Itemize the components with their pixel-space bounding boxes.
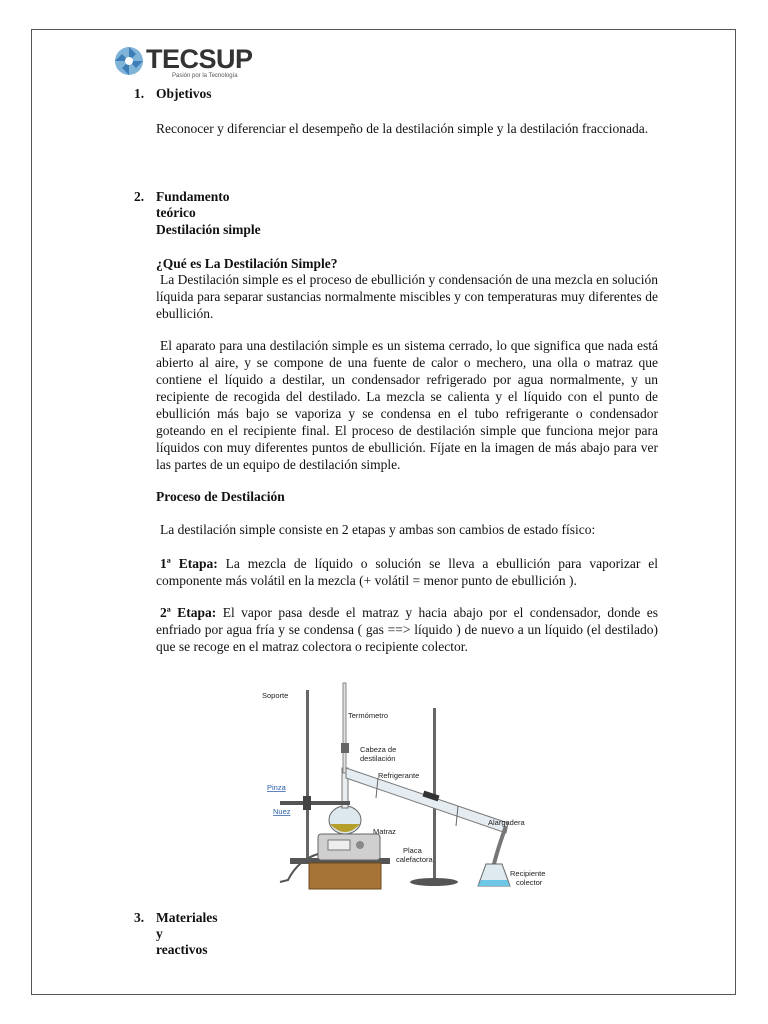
label-cabeza-2: destilación (360, 754, 396, 763)
subheading-destilacion-simple: Destilación simple (156, 222, 261, 237)
label-nuez: Nuez (273, 807, 291, 816)
section-number: 2. (134, 189, 145, 204)
label-recipiente-2: colector (516, 878, 543, 887)
question-heading: ¿Qué es La Destilación Simple? (156, 256, 338, 271)
etapa-2-text: El vapor pasa desde el matraz y hacia abajo por el condensador, donde es enfriado por agua fría y se condensa ( gas ==> líquido ) de nuevo a un líquido (el destilado) que se recoge en el matraz colectora o recipiente colector. (156, 605, 659, 654)
etapa-1-paragraph (156, 555, 658, 589)
label-recipiente-1: Recipiente (510, 869, 546, 878)
label-matraz: Matraz (373, 827, 396, 836)
proceso-intro: La destilación simple consiste en 2 etapas y ambas son cambios de estado físico: (160, 522, 596, 537)
tecsup-logo (112, 42, 252, 82)
paragraph-definition: La Destilación simple es el proceso de ebullición y condensación de una mezcla en solución líquida para separar sustancias normalmente miscibles y con temperaturas muy diferentes de ebullición. (156, 272, 658, 321)
logo-mark-icon (112, 44, 146, 78)
thermometer (343, 683, 346, 773)
support-rod (306, 690, 309, 860)
section-number: 1. (134, 86, 145, 101)
logo-tagline: Pasión por la Tecnología (172, 73, 238, 79)
subheading-proceso: Proceso de Destilación (156, 489, 285, 504)
objetivos-paragraph: Reconocer y diferenciar el desempeño de la destilación simple y la destilación fraccionada. (156, 121, 649, 136)
section-number: 3. (134, 910, 145, 925)
logo-text: TECSUP (146, 44, 253, 74)
etapa-1-text: La mezcla de líquido o solución se lleva a ebullición para vaporizar el componente más volátil en la mezcla (+ volátil = menor punto de ebullición ). (156, 556, 658, 588)
label-soporte: Soporte (262, 691, 289, 700)
label-termometro: Termómetro (348, 711, 389, 720)
clamp (280, 801, 350, 805)
section-title: Objetivos (156, 86, 212, 101)
label-alargadera: Alargadera (488, 818, 525, 827)
etapa-2-label: 2ª Etapa: (160, 605, 217, 620)
label-cabeza-1: Cabeza de (360, 745, 397, 754)
label-placa-2: calefactora (396, 855, 433, 864)
label-placa-1: Placa (403, 846, 422, 855)
label-pinza: Pinza (267, 783, 286, 792)
condenser (346, 768, 508, 833)
paragraph-apparatus: El aparato para una destilación simple es un sistema cerrado, lo que significa que nada está abierto al aire, y se compone de una fuente de calor o mechero, una olla o matraz que contiene el líquido a destilar, un condensador refrigerado por agua normalmente, y un recipiente de recogida del destilado. La mezcla se calienta y el líquido con el punto de ebullición más bajo se vaporiza y se condensa en el tubo refrigerante o condensador goteando en el recipiente final. El proceso de destilación simple que funciona mejor para líquidos con muy diferentes puntos de ebullición. Fíjate en la imagen de más abajo para ver las partes de un equipo de destilación simple. (156, 338, 658, 472)
wooden-block (309, 863, 381, 889)
section-title: Materiales y reactivos (156, 910, 218, 957)
distillation-apparatus-diagram (258, 668, 558, 896)
section-title: Fundamento teórico (156, 189, 230, 220)
etapa-1-label: 1ª Etapa: (160, 556, 218, 571)
etapa-2-paragraph (156, 604, 658, 655)
label-refrigerante: Refrigerante (378, 771, 420, 780)
